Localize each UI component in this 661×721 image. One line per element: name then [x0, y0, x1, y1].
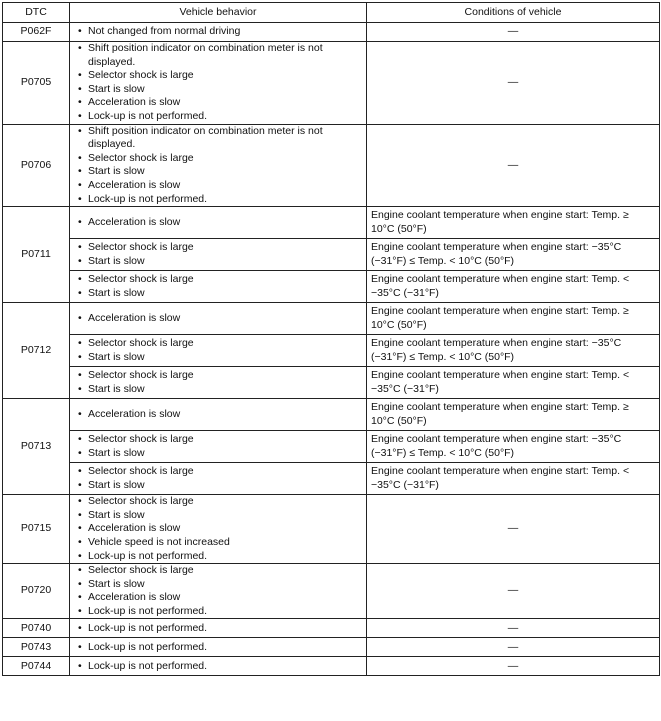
table-row: [3, 638, 660, 657]
table-row: [3, 399, 660, 431]
dtc-code: P0711: [3, 207, 70, 303]
behavior-item: • Acceleration is slow: [74, 312, 362, 326]
dtc-code: P0715: [3, 495, 70, 564]
condition-cell: Engine coolant temperature when engine start: Temp. ≥ 10°C (50°F): [367, 303, 660, 335]
behavior-cell: [70, 303, 367, 335]
behavior-item: • Shift position indicator on combination meter is not displayed.: [74, 42, 362, 69]
behavior-list: [74, 660, 362, 674]
behavior-cell: [70, 207, 367, 239]
behavior-item: • Selector shock is large: [74, 433, 362, 447]
behavior-item: • Lock-up is not performed.: [74, 605, 362, 619]
behavior-item: • Selector shock is large: [74, 241, 362, 255]
behavior-list: [74, 495, 362, 563]
behavior-item: • Selector shock is large: [74, 465, 362, 479]
behavior-list: [74, 42, 362, 124]
behavior-list: [74, 125, 362, 207]
behavior-item: • Acceleration is slow: [74, 179, 362, 193]
behavior-item: • Shift position indicator on combination meter is not displayed.: [74, 125, 362, 152]
table-row: [3, 367, 660, 399]
condition-cell: —: [367, 23, 660, 42]
behavior-list: [74, 622, 362, 636]
condition-cell: —: [367, 657, 660, 676]
condition-cell: Engine coolant temperature when engine start: Temp. < −35°C (−31°F): [367, 271, 660, 303]
condition-cell: Engine coolant temperature when engine start: Temp. < −35°C (−31°F): [367, 463, 660, 495]
behavior-item: • Lock-up is not performed.: [74, 193, 362, 207]
condition-cell: Engine coolant temperature when engine start: −35°C (−31°F) ≤ Temp. < 10°C (50°F): [367, 335, 660, 367]
behavior-list: [74, 312, 362, 326]
condition-cell: —: [367, 42, 660, 125]
behavior-item: • Selector shock is large: [74, 495, 362, 509]
header-conditions: Conditions of vehicle: [367, 3, 660, 23]
behavior-item: • Acceleration is slow: [74, 96, 362, 110]
dtc-code: P0713: [3, 399, 70, 495]
table-row: [3, 23, 660, 42]
behavior-list: [74, 564, 362, 618]
behavior-item: • Lock-up is not performed.: [74, 641, 362, 655]
behavior-item: • Acceleration is slow: [74, 522, 362, 536]
condition-cell: Engine coolant temperature when engine start: Temp. < −35°C (−31°F): [367, 367, 660, 399]
behavior-list: [74, 465, 362, 492]
dtc-code: P0712: [3, 303, 70, 399]
behavior-item: • Start is slow: [74, 509, 362, 523]
header-dtc: DTC: [3, 3, 70, 23]
behavior-list: [74, 241, 362, 268]
dtc-code: P0740: [3, 619, 70, 638]
behavior-list: [74, 641, 362, 655]
behavior-item: • Selector shock is large: [74, 564, 362, 578]
condition-cell: Engine coolant temperature when engine start: −35°C (−31°F) ≤ Temp. < 10°C (50°F): [367, 431, 660, 463]
table-row: [3, 619, 660, 638]
dtc-code: P0706: [3, 124, 70, 207]
behavior-cell: [70, 239, 367, 271]
behavior-cell: [70, 367, 367, 399]
behavior-list: [74, 369, 362, 396]
dtc-table: [2, 2, 660, 676]
table-row: [3, 431, 660, 463]
behavior-list: [74, 25, 362, 39]
table-row: [3, 124, 660, 207]
table-body: [3, 23, 660, 676]
condition-cell: Engine coolant temperature when engine start: Temp. ≥ 10°C (50°F): [367, 399, 660, 431]
behavior-item: • Selector shock is large: [74, 369, 362, 383]
behavior-item: • Not changed from normal driving: [74, 25, 362, 39]
behavior-list: [74, 273, 362, 300]
header-vehicle-behavior: Vehicle behavior: [70, 3, 367, 23]
behavior-item: • Start is slow: [74, 165, 362, 179]
behavior-item: • Lock-up is not performed.: [74, 622, 362, 636]
dtc-code: P0705: [3, 42, 70, 125]
behavior-cell: [70, 657, 367, 676]
behavior-cell: [70, 335, 367, 367]
behavior-item: • Start is slow: [74, 447, 362, 461]
behavior-item: • Start is slow: [74, 578, 362, 592]
behavior-item: • Selector shock is large: [74, 273, 362, 287]
behavior-item: • Selector shock is large: [74, 69, 362, 83]
table-row: [3, 303, 660, 335]
behavior-cell: [70, 495, 367, 564]
behavior-item: • Selector shock is large: [74, 337, 362, 351]
behavior-cell: [70, 564, 367, 619]
behavior-item: • Start is slow: [74, 83, 362, 97]
condition-cell: Engine coolant temperature when engine start: −35°C (−31°F) ≤ Temp. < 10°C (50°F): [367, 239, 660, 271]
behavior-item: • Start is slow: [74, 287, 362, 301]
condition-cell: —: [367, 124, 660, 207]
table-row: [3, 271, 660, 303]
table-row: [3, 239, 660, 271]
behavior-item: • Selector shock is large: [74, 152, 362, 166]
table-row: [3, 657, 660, 676]
behavior-cell: [70, 619, 367, 638]
behavior-item: • Start is slow: [74, 479, 362, 493]
behavior-item: • Lock-up is not performed.: [74, 550, 362, 564]
behavior-cell: [70, 124, 367, 207]
behavior-item: • Lock-up is not performed.: [74, 660, 362, 674]
dtc-code: P0743: [3, 638, 70, 657]
behavior-item: • Acceleration is slow: [74, 591, 362, 605]
behavior-cell: [70, 399, 367, 431]
condition-cell: —: [367, 495, 660, 564]
condition-cell: Engine coolant temperature when engine start: Temp. ≥ 10°C (50°F): [367, 207, 660, 239]
behavior-cell: [70, 271, 367, 303]
behavior-item: • Start is slow: [74, 255, 362, 269]
behavior-cell: [70, 638, 367, 657]
behavior-cell: [70, 23, 367, 42]
behavior-cell: [70, 463, 367, 495]
dtc-code: P0744: [3, 657, 70, 676]
table-row: [3, 42, 660, 125]
behavior-item: • Lock-up is not performed.: [74, 110, 362, 124]
table-row: [3, 463, 660, 495]
header-row: [3, 3, 660, 23]
behavior-item: • Start is slow: [74, 383, 362, 397]
behavior-cell: [70, 42, 367, 125]
behavior-item: • Acceleration is slow: [74, 216, 362, 230]
behavior-list: [74, 337, 362, 364]
dtc-code: P0720: [3, 564, 70, 619]
table-row: [3, 335, 660, 367]
behavior-list: [74, 433, 362, 460]
behavior-item: • Vehicle speed is not increased: [74, 536, 362, 550]
table-row: [3, 207, 660, 239]
table-row: [3, 564, 660, 619]
condition-cell: —: [367, 564, 660, 619]
table-row: [3, 495, 660, 564]
dtc-code: P062F: [3, 23, 70, 42]
behavior-list: [74, 408, 362, 422]
behavior-item: • Start is slow: [74, 351, 362, 365]
condition-cell: —: [367, 638, 660, 657]
behavior-list: [74, 216, 362, 230]
condition-cell: —: [367, 619, 660, 638]
behavior-cell: [70, 431, 367, 463]
behavior-item: • Acceleration is slow: [74, 408, 362, 422]
